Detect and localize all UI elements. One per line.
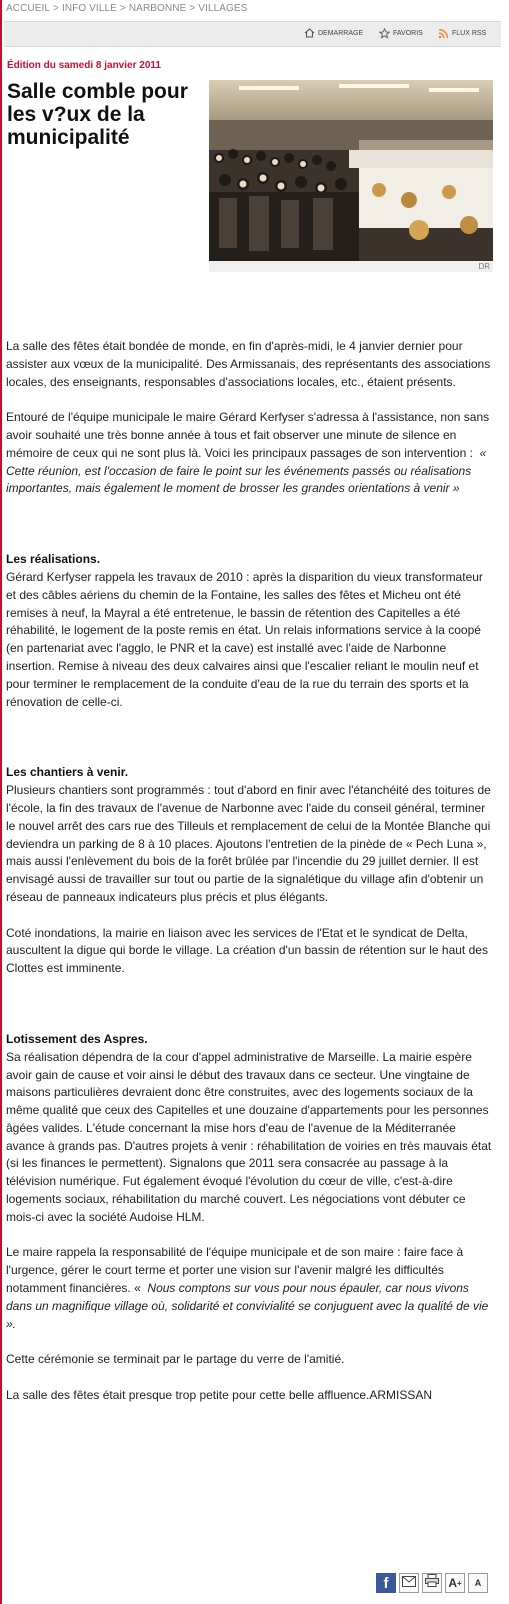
photo-credit-text: DR [478, 262, 490, 271]
breadcrumb-separator: > [189, 3, 196, 14]
edition-date: Édition du samedi 8 janvier 2011 [7, 60, 161, 71]
breadcrumb-narbonne-link[interactable]: NARBONNE [128, 3, 187, 14]
home-button[interactable] [304, 28, 363, 38]
breadcrumb-separator: > [119, 3, 126, 14]
article-paragraph: La salle des fêtes était bondée de monde, en fin d'après-midi, le 4 janvier dernier pour assister aux vœux de la municipalité. Des Armissanais, des représentants des associations locales, des enseignants, responsables d'associations locales, etc., étaient présents. [6, 339, 491, 389]
section-heading-lotissement: Lotissement des Aspres. [6, 1031, 148, 1046]
print-button[interactable] [422, 1573, 442, 1593]
favorites-button[interactable] [379, 28, 423, 39]
article-paragraph: Sa réalisation dépendra de la cour d'appel administrative de Marseille. La mairie espère avoir gain de cause et voir ainsi le début des travaux dans ce secteur. Une vingtaine de maisons particulières devraient donc être construites, avec des logements sociaux de la même qualité que ceux des Capitelles et une douzaine d'appartements pour les personnes âgées valides. L'étude concernant la mise hors d'eau de l'avenue de la Méditerranée avance à grands pas. D'autres projets à venir : réhabilitation de voiries en très mauvais état (si les finances le permettent). Signalons que 2011 sera consacrée au passage à la télévision numérique. Fut également évoqué l'évolution du cœur de ville, c'est-à-dire logements sociaux, réhabilitation du marché couvert. Les négociations vont débuter ce mois-ci avec la société Audoise HLM. [6, 1049, 492, 1224]
email-button[interactable] [399, 1573, 419, 1593]
favorites-label: FAVORIS [393, 30, 423, 37]
home-icon [304, 28, 315, 38]
rss-icon [438, 28, 449, 39]
article-paragraph: Gérard Kerfyser rappela les travaux de 2010 : après la disparition du vieux transformateur et des câbles aériens du chemin de la Fontaine, les salles des fêtes et Micheu ont été remises à neuf, la Mayral a été entretenue, le bassin de rétention des Capitelles a été réhabilité, le logement de la poste remis en état. Un relais informations service à la coopé (en partenariat avec l'agglo, le PNR et la cave) est installé avec l'aide de Narbonne insertion. Remise à niveau des deux calvaires ainsi que l'escalier reliant le moulin neuf et pour terminer le remplacement de la conduite d'eau de la rue du terrain des sports et la rénovation de celle-ci. [6, 569, 483, 709]
font-decrease-icon: A [474, 1578, 482, 1588]
share-toolbar [376, 1573, 488, 1593]
font-decrease-button[interactable] [468, 1573, 488, 1593]
font-increase-button[interactable] [445, 1573, 465, 1593]
quote-text: « Cette réunion, est l'occasion de faire le point sur les événements passés ou réalisations importantes, mais également le moment de brosser les grandes orientations à venir » [6, 445, 487, 496]
facebook-share-button[interactable] [376, 1573, 396, 1593]
left-accent-rule [0, 0, 2, 1604]
plus-icon: + [457, 1578, 462, 1588]
article-photo[interactable] [209, 80, 493, 261]
article-paragraph: Cette cérémonie se terminait par le partage du verre de l'amitié. [6, 1352, 345, 1367]
section-heading-chantiers: Les chantiers à venir. [6, 765, 129, 780]
article-paragraph [6, 1244, 494, 1333]
star-icon [379, 28, 390, 39]
photo-credit [209, 261, 493, 272]
envelope-icon [402, 1574, 416, 1592]
toolbar [4, 21, 501, 47]
article-paragraph: Plusieurs chantiers sont programmés : tout d'abord en finir avec l'étanchéité des toitures de l'école, la fin des travaux de l'avenue de Narbonne avec l'aide du conseil général, terminer le nouvel arrêt des cars rue des Tilleuls et remplacement de celui de la Montée Blanche qui deviendra un parking de 8 à 10 places. Ajoutons l'entretien de la pinède de « Pech Luna », mais aussi l'enlèvement du bois de la forêt brûlée par l'incendie du 29 juillet dernier. Il est envisagé aussi de travailler sur tout ou partie de la signalétique du village afin d'obtenir un réseau de panneaux indicateurs plus précis et plus élégants. [6, 783, 491, 904]
home-label: DEMARRAGE [318, 29, 364, 37]
paragraph-text: Le maire rappela la responsabilité de l'équipe municipale et de son maire : faire face à l'urgence, gérer le court terme et porter une vision sur l'avenir malgré les difficultés notamment financières. « [6, 1245, 464, 1296]
breadcrumb [6, 3, 247, 14]
article-paragraph [6, 409, 494, 498]
facebook-icon: f [383, 1574, 389, 1592]
quote-text: Nous comptons sur vous pour nous épauler, car nous vivons dans un magnifique village où, solidarité et convivialité se conjuguent avec la qualité de vie ». [6, 1281, 489, 1331]
breadcrumb-info-ville-link[interactable]: INFO VILLE [62, 3, 117, 14]
article-paragraph: La salle des fêtes était presque trop petite pour cette belle affluence.ARMISSAN [6, 1387, 433, 1402]
rss-button[interactable] [438, 28, 486, 39]
rss-label: FLUX RSS [452, 30, 487, 37]
article-paragraph: Coté inondations, la mairie en liaison avec les services de l'Etat et le syndicat de Delta, auscultent la digue qui borde le village. La création d'un bassin de rétention sur le haut des Clottes est imminente. [6, 925, 488, 976]
paragraph-text: Entouré de l'équipe municipale le maire Gérard Kerfyser s'adressa à l'assistance, non sans avoir souhaité une très bonne année à tous et fait observer une minute de silence en mémoire de ceux qui ne sont plus là. Voici les principaux passages de son intervention : [6, 410, 490, 460]
printer-icon [425, 1574, 439, 1592]
article-headline: Salle comble pour les v?ux de la municipalité [7, 80, 188, 149]
article-body [6, 338, 494, 1405]
breadcrumb-home-link[interactable]: ACCUEIL [6, 3, 51, 14]
section-heading-realisations: Les réalisations. [6, 552, 101, 567]
font-increase-icon: A [448, 1576, 457, 1590]
breadcrumb-villages-link[interactable]: VILLAGES [198, 3, 248, 14]
breadcrumb-separator: > [53, 3, 59, 14]
crowd-photo-image [209, 80, 493, 261]
